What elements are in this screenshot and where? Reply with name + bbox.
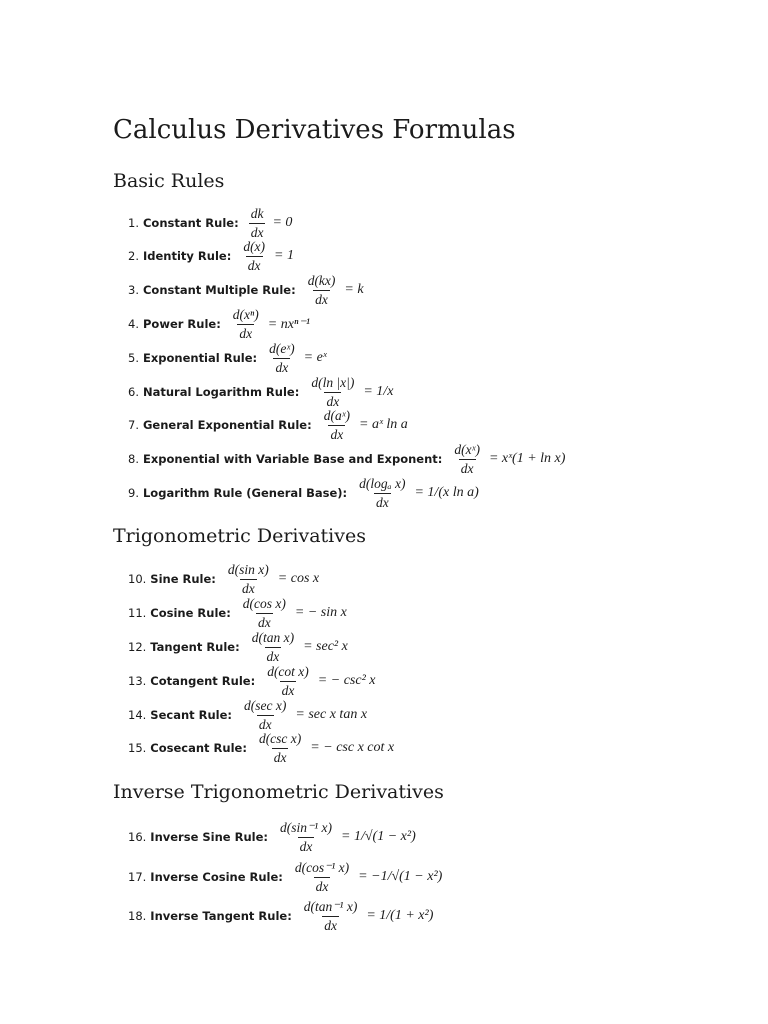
fraction-numerator: d(csc x) (258, 731, 302, 746)
formula-result: = 0 (272, 215, 293, 230)
fraction-numerator: d(sec x) (244, 698, 287, 713)
formula-result: = 1/x (363, 384, 394, 399)
formula-name: Constant Rule: (142, 216, 239, 230)
formula-item (128, 899, 433, 933)
formula-item (128, 408, 408, 442)
fraction-denominator: dx (324, 917, 337, 933)
fraction-denominator: dx (375, 494, 389, 510)
formula-item (128, 307, 310, 341)
formula-item (128, 698, 367, 732)
formula-expression (318, 409, 408, 441)
formula-number: 4. (128, 317, 139, 331)
formula-expression (289, 861, 442, 893)
formula-number: 16. (128, 830, 147, 844)
formula-expression (274, 821, 416, 853)
formula-expression (222, 563, 319, 595)
formula-item (128, 731, 394, 765)
formula-number: 10. (128, 572, 147, 586)
fraction-denominator: dx (266, 648, 280, 664)
fraction-denominator: dx (315, 291, 328, 307)
formula-number: 7. (128, 418, 139, 432)
fraction-denominator: dx (299, 838, 313, 854)
fraction-denominator: dx (239, 325, 253, 341)
formula-expression (448, 443, 565, 475)
formula-expression (238, 699, 367, 731)
formula-expression (305, 376, 393, 408)
fraction-denominator: dx (273, 749, 287, 765)
formula-result: = 1/(x ln a) (414, 485, 479, 500)
derivative-fraction (357, 477, 407, 509)
formula-number: 11. (128, 606, 147, 620)
formula-item (128, 630, 348, 664)
formula-number: 5. (128, 351, 139, 365)
formula-result: = k (344, 282, 364, 297)
formula-number: 2. (128, 249, 139, 263)
formula-expression (237, 240, 294, 272)
derivative-fraction (231, 308, 261, 340)
formula-number: 1. (128, 216, 139, 230)
derivative-fraction (249, 207, 266, 239)
fraction-numerator: d(tan⁻¹ x) (303, 899, 358, 914)
derivative-fraction (242, 699, 288, 731)
formula-number: 13. (128, 674, 147, 688)
formula-expression (227, 308, 310, 340)
formula-item (128, 664, 375, 698)
fraction-denominator: dx (250, 224, 264, 240)
fraction-denominator: dx (258, 716, 272, 732)
derivative-fraction (452, 443, 482, 475)
formula-result: = − csc² x (317, 673, 376, 688)
fraction-numerator: d(xⁿ) (232, 307, 259, 322)
formula-result: = 1/(1 + x²) (366, 908, 434, 923)
formula-name: Inverse Sine Rule: (150, 830, 268, 844)
section-heading-trig: Trigonometric Derivatives (113, 525, 366, 547)
fraction-numerator: d(ln |x|) (311, 375, 355, 390)
fraction-numerator: d(kx) (307, 273, 336, 288)
formula-result: = sec² x (303, 639, 348, 654)
formula-name: Inverse Cosine Rule: (150, 870, 283, 884)
fraction-numerator: d(sin x) (227, 562, 269, 577)
formula-result: = nxⁿ⁻¹ (267, 316, 310, 332)
formula-result: = aˣ ln a (359, 417, 408, 432)
formula-name: Exponential Rule: (142, 351, 258, 365)
fraction-numerator: d(cot x) (267, 664, 309, 679)
derivative-fraction (322, 409, 352, 441)
formula-item (128, 820, 416, 854)
formula-item (128, 596, 347, 630)
derivative-fraction (250, 631, 296, 663)
formula-number: 14. (128, 708, 147, 722)
formula-number: 9. (128, 486, 139, 500)
fraction-denominator: dx (247, 257, 261, 273)
section-heading-inverse: Inverse Trigonometric Derivatives (113, 781, 444, 803)
formula-item (128, 860, 442, 894)
page-title: Calculus Derivatives Formulas (113, 115, 516, 145)
formula-item (128, 476, 479, 510)
derivative-fraction (278, 821, 334, 853)
formula-name: Power Rule: (142, 317, 221, 331)
fraction-numerator: d(tan x) (251, 630, 295, 645)
fraction-denominator: dx (257, 614, 271, 630)
formula-expression (263, 342, 327, 374)
formula-result: = 1/√(1 − x²) (341, 829, 416, 844)
derivative-fraction (293, 861, 351, 893)
formula-result: = 1 (274, 248, 294, 263)
formula-number: 6. (128, 385, 139, 399)
formula-result: = − sin x (294, 605, 347, 620)
formula-result: = xˣ(1 + ln x) (488, 451, 566, 466)
formula-name: Constant Multiple Rule: (142, 283, 296, 297)
derivative-fraction (257, 732, 303, 764)
fraction-denominator: dx (275, 359, 289, 375)
formula-name: Logarithm Rule (General Base): (142, 486, 348, 500)
formula-expression (237, 597, 347, 629)
formula-item (128, 375, 393, 409)
formula-name: Secant Rule: (150, 708, 233, 722)
formula-result: = − csc x cot x (310, 740, 395, 755)
formula-name: Exponential with Variable Base and Exponent: (142, 452, 443, 466)
formula-expression (245, 207, 293, 239)
formula-item (128, 239, 294, 273)
derivative-fraction (306, 274, 338, 306)
fraction-numerator: d(logₐ x) (359, 476, 406, 491)
formula-name: Cosecant Rule: (150, 741, 247, 755)
formula-expression (261, 665, 375, 697)
fraction-numerator: d(cos⁻¹ x) (294, 860, 350, 875)
fraction-numerator: d(xˣ) (454, 442, 480, 457)
fraction-denominator: dx (330, 426, 344, 442)
formula-expression (246, 631, 348, 663)
formula-number: 17. (128, 870, 147, 884)
formula-name: Inverse Tangent Rule: (150, 909, 292, 923)
formula-number: 12. (128, 640, 147, 654)
formula-expression (353, 477, 479, 509)
formula-number: 3. (128, 283, 139, 297)
derivative-fraction (309, 376, 356, 408)
formula-item (128, 442, 565, 476)
derivative-fraction (241, 240, 267, 272)
derivative-fraction (302, 900, 360, 932)
formula-result: = sec x tan x (295, 707, 368, 722)
formula-name: General Exponential Rule: (142, 418, 312, 432)
section-heading-basic: Basic Rules (113, 170, 225, 192)
fraction-numerator: d(cos x) (242, 596, 286, 611)
fraction-denominator: dx (241, 580, 255, 596)
derivative-fraction (241, 597, 288, 629)
formula-name: Cotangent Rule: (150, 674, 256, 688)
fraction-numerator: dk (250, 206, 264, 221)
formula-item (128, 562, 319, 596)
derivative-fraction (226, 563, 271, 595)
formula-number: 18. (128, 909, 147, 923)
formula-name: Cosine Rule: (150, 606, 231, 620)
formula-item (128, 206, 292, 240)
derivative-fraction (267, 342, 297, 374)
formula-number: 8. (128, 452, 139, 466)
formula-name: Sine Rule: (150, 572, 216, 586)
formula-result: = cos x (277, 571, 320, 586)
formula-name: Tangent Rule: (150, 640, 240, 654)
fraction-denominator: dx (460, 460, 474, 476)
fraction-denominator: dx (315, 878, 329, 894)
fraction-denominator: dx (281, 682, 295, 698)
fraction-denominator: dx (326, 393, 340, 409)
fraction-numerator: d(eˣ) (269, 341, 295, 356)
formula-expression (302, 274, 364, 306)
fraction-numerator: d(aˣ) (323, 408, 351, 423)
formula-item (128, 341, 327, 375)
formula-expression (253, 732, 394, 764)
formula-item (128, 273, 364, 307)
derivative-fraction (265, 665, 311, 697)
formula-result: = −1/√(1 − x²) (358, 869, 443, 884)
formula-expression (298, 900, 434, 932)
fraction-numerator: d(sin⁻¹ x) (279, 820, 333, 835)
formula-name: Identity Rule: (142, 249, 232, 263)
formula-number: 15. (128, 741, 147, 755)
formula-name: Natural Logarithm Rule: (142, 385, 300, 399)
fraction-numerator: d(x) (243, 239, 266, 254)
formula-result: = eˣ (303, 350, 327, 365)
